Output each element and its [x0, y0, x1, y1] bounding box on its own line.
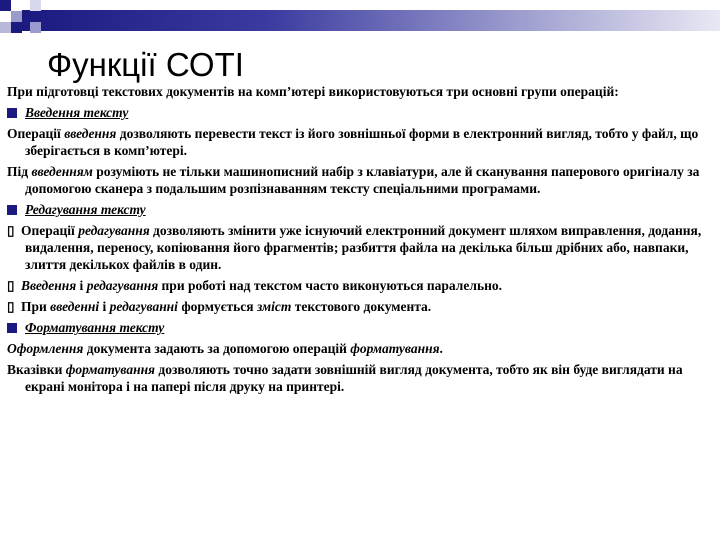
- edit-paragraph-1: [7, 222, 713, 273]
- intro-paragraph: [7, 83, 713, 100]
- missing-glyph-icon: ▯: [7, 299, 15, 314]
- edit-paragraph-2: [7, 277, 713, 294]
- section-heading-input: [7, 104, 713, 121]
- slide-title: Функції СОТІ: [47, 46, 244, 83]
- square-decor-5: [30, 0, 41, 11]
- italic-term: форматування: [65, 362, 156, 377]
- square-decor-3: [0, 22, 11, 33]
- italic-term: форматування: [350, 341, 440, 356]
- square-decor-6: [30, 22, 41, 33]
- square-decor-1: [0, 0, 11, 11]
- format-paragraph-1: [7, 340, 713, 357]
- square-decor-2: [11, 11, 22, 22]
- text-span: дозволяють точно задати зовнішній вигляд документа, тобто як він буде виглядати на екрані монітора і на папері після друку на принтері.: [25, 362, 683, 394]
- heading-format: Форматування тексту: [25, 320, 165, 335]
- input-paragraph-1: [7, 125, 713, 159]
- text-span: при роботі над текстом часто виконуються паралельно.: [158, 278, 502, 293]
- slide-content: [7, 83, 713, 399]
- square-bullet-icon: [7, 108, 17, 118]
- italic-term: зміст: [256, 299, 292, 314]
- square-bullet-icon: [7, 323, 17, 333]
- section-heading-edit: [7, 201, 713, 218]
- decorative-squares: [0, 0, 720, 45]
- format-paragraph-2: [7, 361, 713, 395]
- heading-edit: Редагування тексту: [25, 202, 146, 217]
- italic-term: редагування: [78, 223, 150, 238]
- input-paragraph-2: [7, 163, 713, 197]
- text-span: При: [21, 299, 51, 314]
- text-span: Операції: [7, 126, 65, 141]
- text-span: документа задають за допомогою операцій: [83, 341, 351, 356]
- text-span: дозволяють змінити уже існуючий електронний документ шляхом виправлення, додання, видалення, переносу, копіювання його фрагментів; разбиття файла на декілька більш дрібних або, навпаки, злиття декількох файлів в один.: [25, 223, 702, 272]
- text-span: Операції: [21, 223, 79, 238]
- text-span: Під: [7, 164, 32, 179]
- italic-term: введення: [64, 126, 117, 141]
- text-span: Вказівки: [7, 362, 66, 377]
- text-span: розуміють не тільки машинописний набір з клавіатури, але й сканування паперового оригіналу за допомогою сканера з подальшим розпізнаванням тексту спеціальними програмами.: [25, 164, 700, 196]
- section-heading-format: [7, 319, 713, 336]
- heading-input: Введення тексту: [25, 105, 129, 120]
- italic-term: Введення: [21, 278, 77, 293]
- italic-term: редагування: [86, 278, 159, 293]
- missing-glyph-icon: ▯: [7, 278, 15, 293]
- text-span: і: [99, 299, 110, 314]
- text-span: і: [76, 278, 87, 293]
- intro-text: При підготовці текстових документів на комп’ютері використовуються три основні групи операцій:: [7, 84, 619, 99]
- italic-term: введенням: [31, 164, 93, 179]
- text-span: .: [439, 341, 443, 356]
- square-decor-4: [11, 22, 22, 33]
- text-span: дозволяють перевести текст із його зовнішньої форми в електронний вигляд, тобто у файл, що зберігається в комп’ютері.: [25, 126, 699, 158]
- square-bullet-icon: [7, 205, 17, 215]
- italic-term: Оформлення: [7, 341, 84, 356]
- text-span: текстового документа.: [291, 299, 432, 314]
- italic-term: редагуванні: [109, 299, 178, 314]
- edit-paragraph-3: [7, 298, 713, 315]
- italic-term: введенні: [50, 299, 100, 314]
- missing-glyph-icon: ▯: [7, 223, 15, 238]
- text-span: формується: [177, 299, 257, 314]
